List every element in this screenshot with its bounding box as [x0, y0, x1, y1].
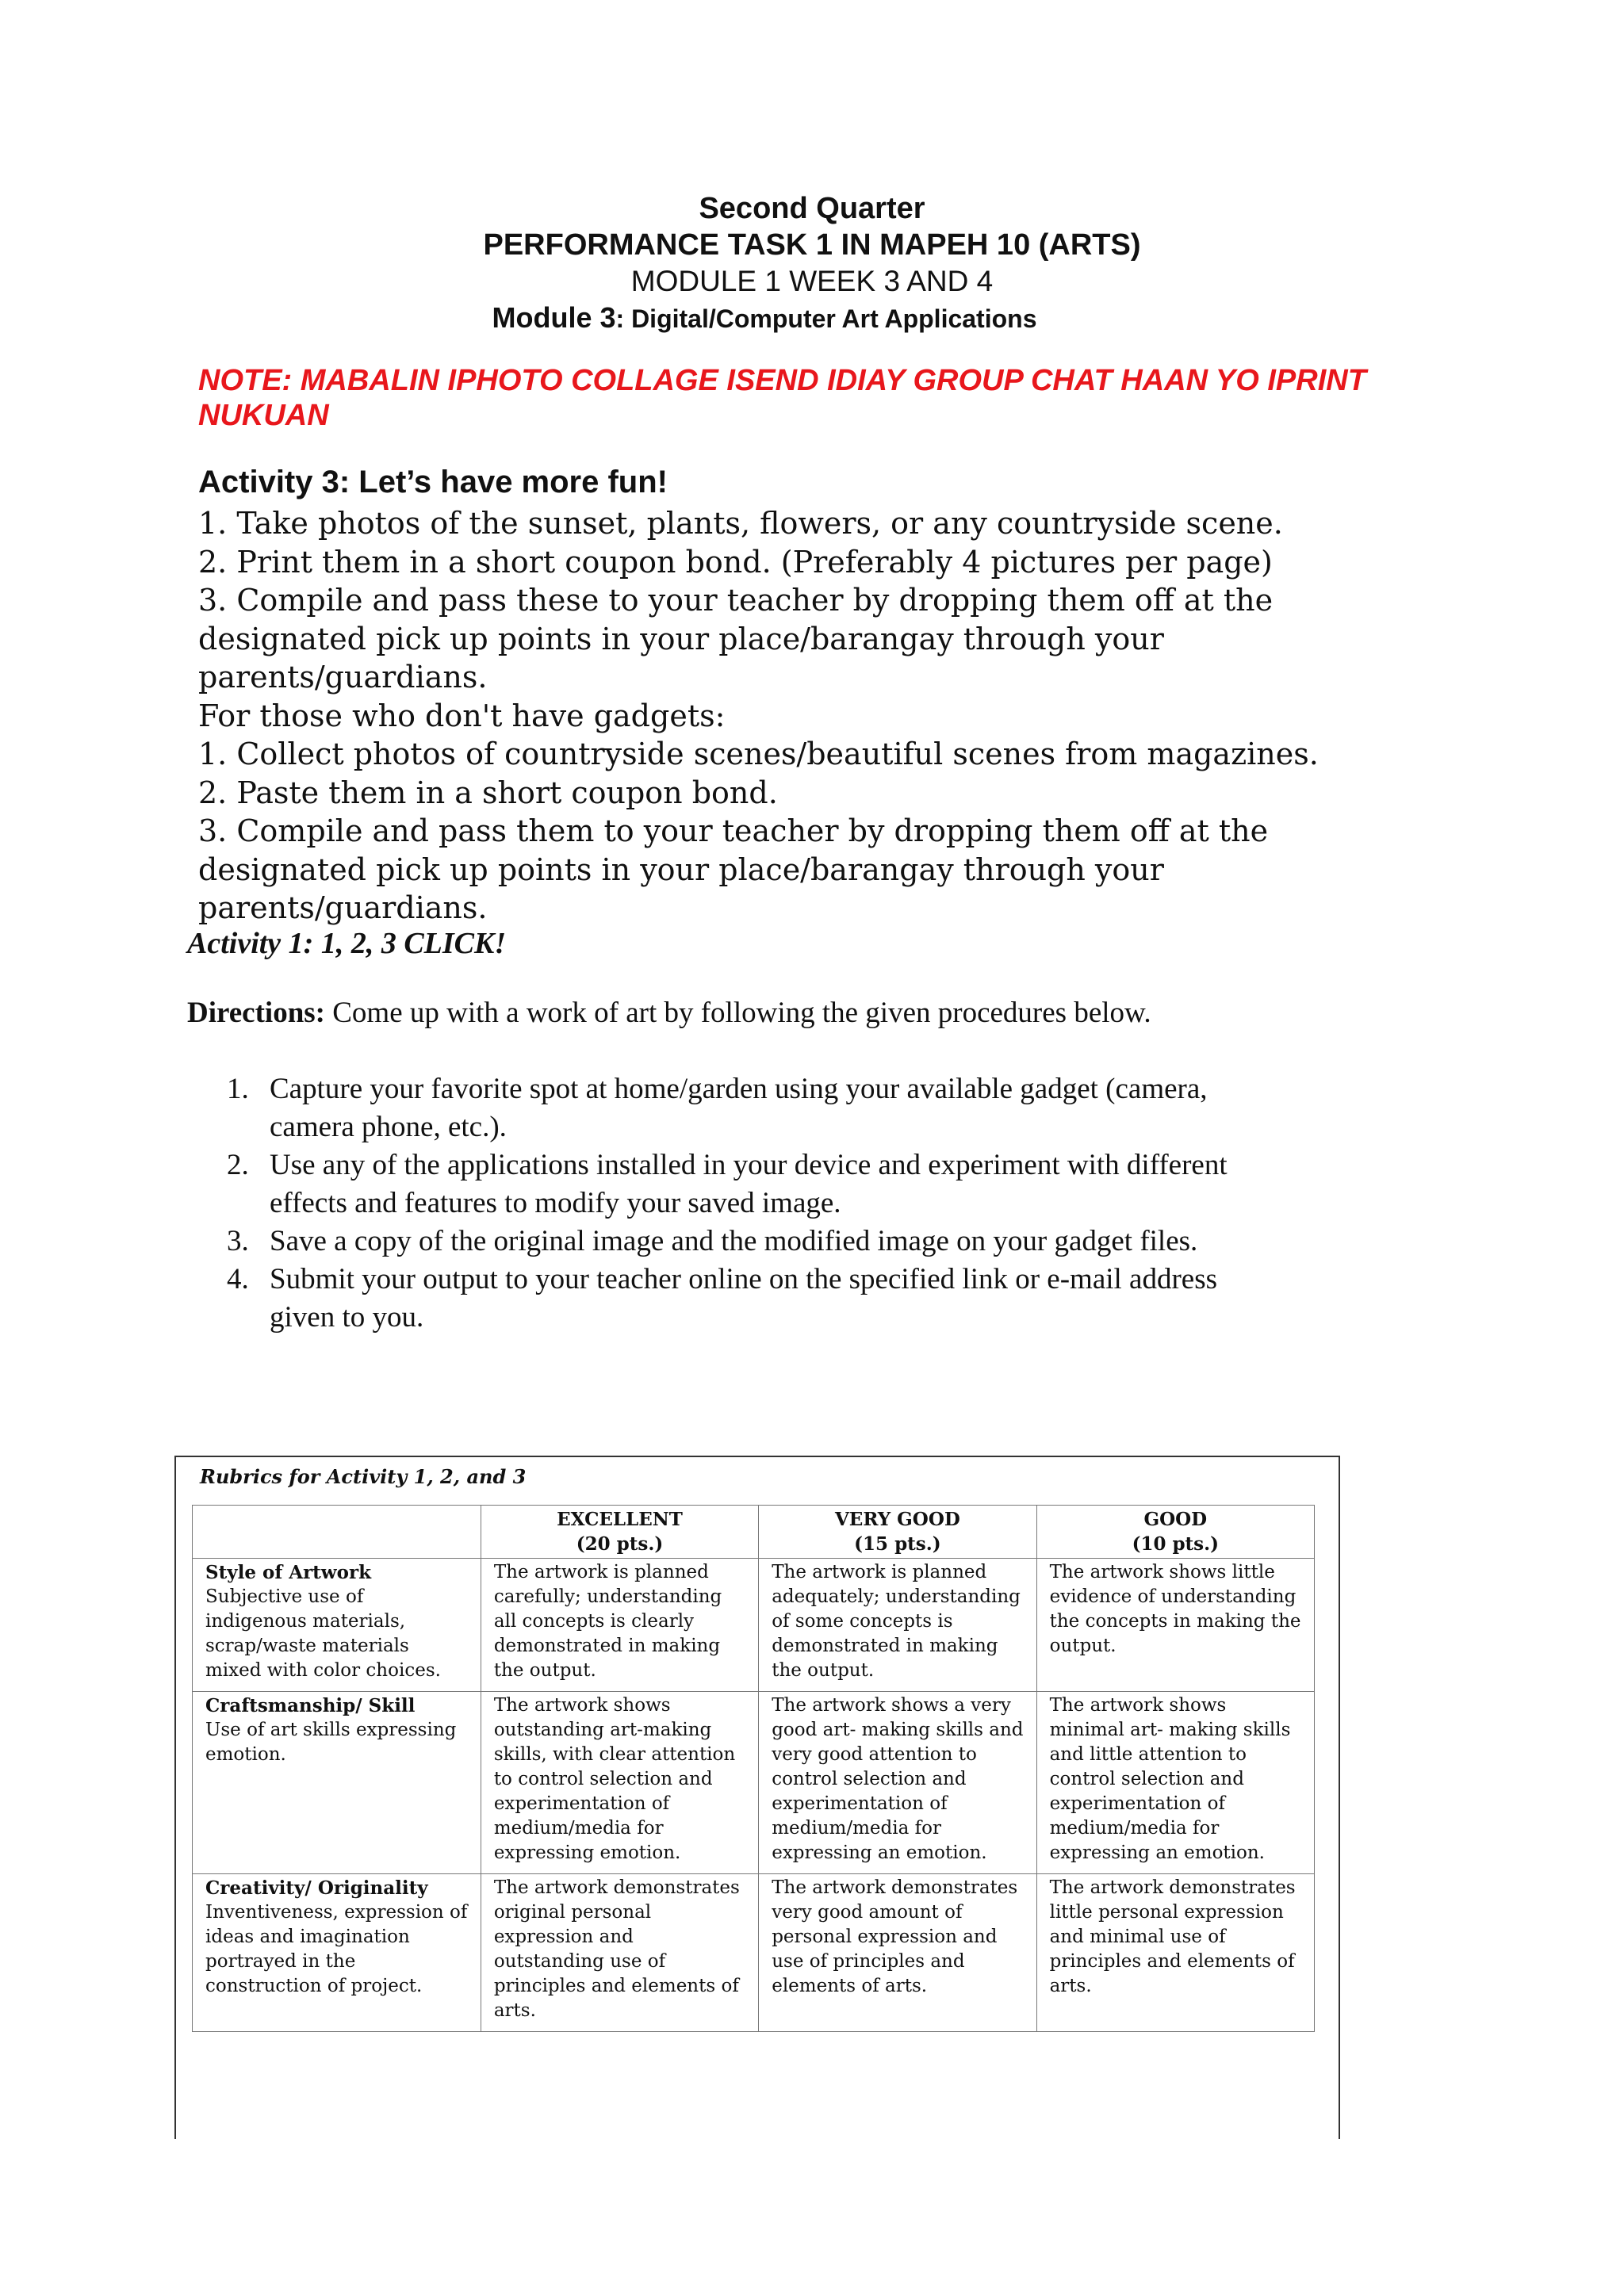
criterion-desc: Inventiveness, expression of ideas and imagination portrayed in the construction of project. — [205, 1902, 468, 1996]
activity3-line: 1. Take photos of the sunset, plants, flowers, or any countryside scene. — [198, 506, 1283, 541]
list-item — [227, 1261, 1289, 1337]
table-row — [193, 1692, 1315, 1874]
header-points: (20 pts.) — [576, 1533, 664, 1555]
table-header-row — [193, 1506, 1315, 1559]
rubric-title: Rubrics for Activity 1, 2, and 3 — [200, 1465, 527, 1488]
header-points: (10 pts.) — [1132, 1533, 1220, 1555]
activity3-line: designated pick up points in your place/barangay through your — [198, 851, 1164, 887]
table-cell: The artwork demonstrates little personal expression and minimal use of principles and elements of arts. — [1036, 1874, 1314, 2032]
step-number: 3. — [227, 1225, 249, 1257]
task-title: PERFORMANCE TASK 1 IN MAPEH 10 (ARTS) — [483, 228, 1141, 262]
step-text: Use any of the applications installed in your device and experiment with different effects and features to modify your saved image. — [270, 1149, 1228, 1219]
step-text: Capture your favorite spot at home/garden using your available gadget (camera, camera phone, etc.). — [270, 1073, 1208, 1143]
list-item — [227, 1146, 1289, 1223]
activity3-line: 2. Paste them in a short coupon bond. — [198, 775, 778, 810]
table-cell: The artwork is planned adequately; understanding of some concepts is demonstrated in making the output. — [759, 1559, 1036, 1692]
criterion-cell — [193, 1874, 481, 2032]
criterion-name: Craftsmanship/ Skill — [205, 1695, 416, 1716]
module-week: MODULE 1 WEEK 3 AND 4 — [630, 265, 994, 297]
table-cell: The artwork shows minimal art- making skills and little attention to control selection and experimentation of medium/media for expressing an emotion. — [1036, 1692, 1314, 1874]
directions-label: Directions: — [187, 997, 325, 1029]
criterion-cell — [193, 1559, 481, 1692]
criterion-cell — [193, 1692, 481, 1874]
table-cell: The artwork demonstrates very good amount of personal expression and use of principles and elements of arts. — [759, 1874, 1036, 2032]
step-text: Submit your output to your teacher online on the specified link or e-mail address given to you. — [270, 1263, 1218, 1334]
step-number: 4. — [227, 1263, 249, 1295]
steps-list — [227, 1070, 1289, 1337]
criterion-name: Creativity/ Originality — [205, 1877, 428, 1899]
rubric-box — [174, 1456, 1340, 2139]
table-cell: The artwork is planned carefully; understanding all concepts is clearly demonstrated in making the output. — [481, 1559, 758, 1692]
activity3-line: 3. Compile and pass these to your teacher by dropping them off at the — [198, 583, 1274, 618]
rubric-table — [192, 1505, 1315, 2032]
activity3-body — [198, 504, 1435, 928]
step-text: Save a copy of the original image and the modified image on your gadget files. — [270, 1225, 1198, 1257]
directions-paragraph — [187, 994, 1297, 1032]
criterion-desc: Use of art skills expressing emotion. — [205, 1720, 457, 1765]
table-cell: The artwork shows a very good art- making skills and very good attention to control selection and experimentation of medium/media for expressing an emotion. — [759, 1692, 1036, 1874]
activity3-title: Activity 3: Let’s have more fun! — [198, 465, 668, 499]
table-header-good — [1036, 1506, 1314, 1559]
activity3-line: For those who don't have gadgets: — [198, 698, 726, 733]
list-item — [227, 1070, 1289, 1146]
table-cell: The artwork shows outstanding art-making skills, with clear attention to control selection and experimentation of medium/media for expressing emotion. — [481, 1692, 758, 1874]
activity3-line: 1. Collect photos of countryside scenes/beautiful scenes from magazines. — [198, 737, 1319, 771]
activity3-line: parents/guardians. — [198, 660, 488, 695]
quarter-title: Second Quarter — [699, 192, 925, 225]
activity3-line: 2. Print them in a short coupon bond. (Preferably 4 pictures per page) — [198, 544, 1273, 580]
list-item — [227, 1223, 1289, 1261]
module-line — [0, 300, 1576, 337]
criterion-name: Style of Artwork — [205, 1562, 371, 1583]
table-row — [193, 1559, 1315, 1692]
directions-text: Come up with a work of art by following the given procedures below. — [325, 997, 1151, 1029]
step-number: 1. — [227, 1073, 249, 1105]
activity3-line: designated pick up points in your place/barangay through your — [198, 621, 1164, 656]
activity1-title: Activity 1: 1, 2, 3 CLICK! — [187, 927, 507, 960]
activity3-line: parents/guardians. — [198, 890, 488, 925]
note-text: NOTE: MABALIN IPHOTO COLLAGE ISEND IDIAY GROUP CHAT HAAN YO IPRINT NUKUAN — [198, 364, 1366, 432]
table-cell: The artwork demonstrates original personal expression and outstanding use of principles and elements of arts. — [481, 1874, 758, 2032]
table-header-very-good — [759, 1506, 1036, 1559]
header-name: EXCELLENT — [557, 1509, 683, 1530]
header-points: (15 pts.) — [854, 1533, 941, 1555]
module-title: : Digital/Computer Art Applications — [615, 304, 1037, 333]
table-row — [193, 1874, 1315, 2032]
activity3-line: 3. Compile and pass them to your teacher by dropping them off at the — [198, 813, 1269, 848]
table-header-empty — [193, 1506, 481, 1559]
header-name: GOOD — [1143, 1509, 1208, 1530]
table-cell: The artwork shows little evidence of understanding the concepts in making the output. — [1036, 1559, 1314, 1692]
document-header — [0, 190, 1624, 337]
step-number: 2. — [227, 1149, 249, 1181]
criterion-desc: Subjective use of indigenous materials, scrap/waste materials mixed with color choices. — [205, 1586, 441, 1681]
header-name: VERY GOOD — [834, 1509, 960, 1530]
table-header-excellent — [481, 1506, 758, 1559]
module-label: Module 3 — [492, 301, 616, 334]
